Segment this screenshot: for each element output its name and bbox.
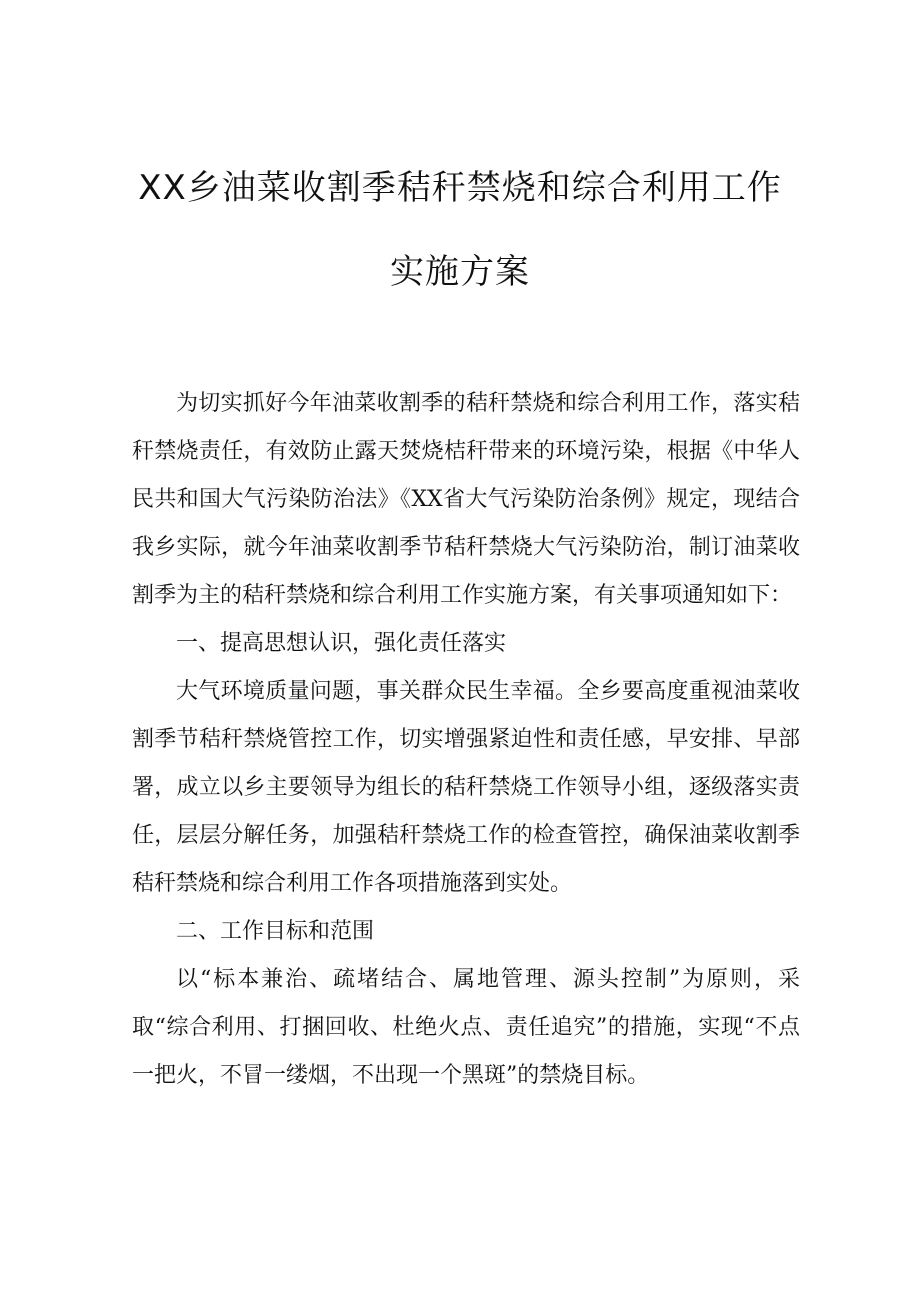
section-1-paragraph: 大气环境质量问题，事关群众民生幸福。全乡要高度重视油菜收割季节秸秆禁烧管控工作，切实增强紧迫性和责任感，早安排、早部署，成立以乡主要领导为组长的秸秆禁烧工作领导小组，逐级落实责任，层层分解任务，加强秸秆禁烧工作的检查管控，确保油菜收割季秸秆禁烧和综合利用工作各项措施落到实处。: [132, 679, 800, 896]
section-heading-2: 二、工作目标和范围: [176, 919, 375, 944]
document-title-line-1: XX乡油菜收割季秸秆禁烧和综合利用工作: [138, 168, 782, 208]
document-title-line-2: 实施方案: [390, 252, 530, 292]
section-2-paragraph: 以“标本兼治、疏堵结合、属地管理、源头控制”为原则，采取“综合利用、打捆回收、杜绝火点、责任追究”的措施，实现“不点一把火，不冒一缕烟，不出现一个黑斑”的禁烧目标。: [132, 967, 800, 1088]
section-heading-1: 一、提高思想认识，强化责任落实: [176, 631, 507, 656]
document-body: [132, 380, 800, 1100]
intro-paragraph: 为切实抓好今年油菜收割季的秸秆禁烧和综合利用工作，落实秸秆禁烧责任，有效防止露天焚烧桔秆带来的环境污染，根据《中华人民共和国大气污染防治法》《XX省大气污染防治条例》规定，现结合我乡实际，就今年油菜收割季节秸秆禁烧大气污染防治，制订油菜收割季为主的秸秆禁烧和综合利用工作实施方案，有关事项通知如下：: [132, 391, 800, 608]
